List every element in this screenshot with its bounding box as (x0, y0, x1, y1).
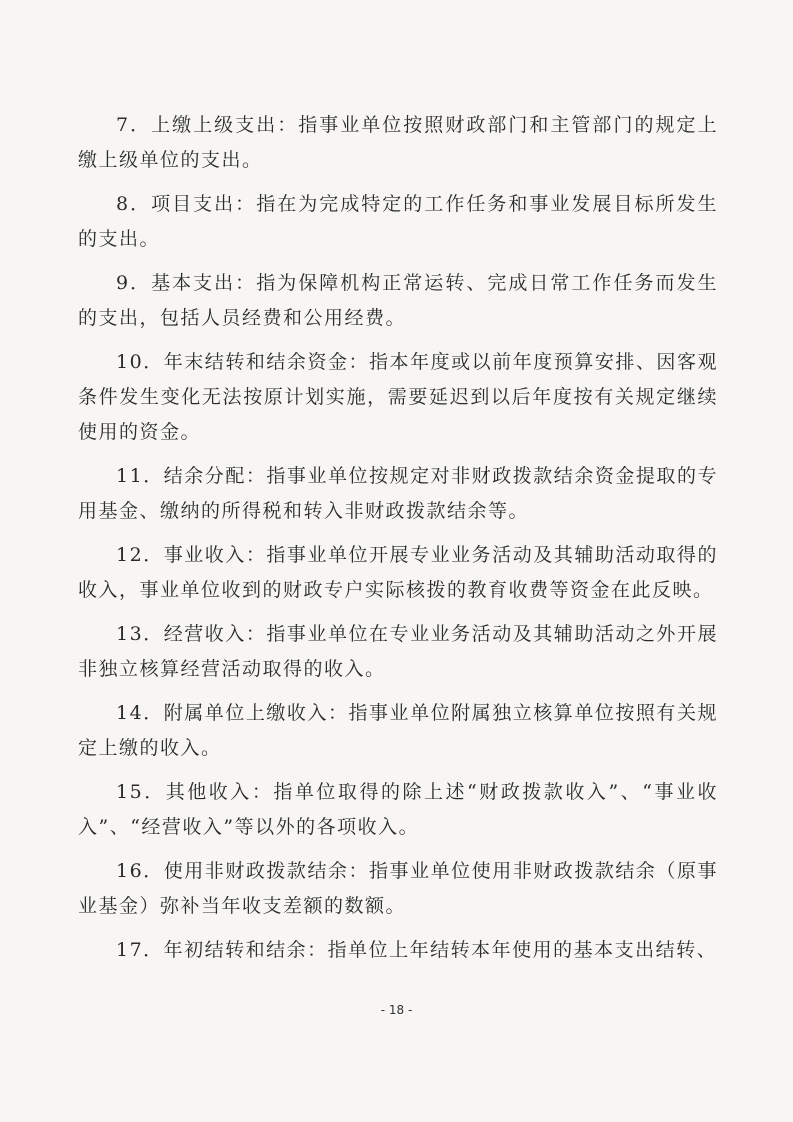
paragraph-15: 15．其他收入：指单位取得的除上述“财政拨款收入”、“事业收入”、“经营收入”等以外的各项收入。 (78, 781, 718, 838)
document-body (78, 108, 718, 977)
paragraph-10: 10．年末结转和结余资金：指本年度或以前年度预算安排、因客观条件发生变化无法按原计划实施，需要延迟到以后年度按有关规定继续使用的资金。 (78, 351, 718, 443)
page-number: - 18 - (380, 1003, 413, 1017)
paragraph-13: 13．经营收入：指事业单位在专业业务活动及其辅助活动之外开展非独立核算经营活动取得的收入。 (78, 623, 718, 680)
paragraph-12: 12．事业收入：指事业单位开展专业业务活动及其辅助活动取得的收入，事业单位收到的财政专户实际核拨的教育收费等资金在此反映。 (78, 544, 718, 601)
paragraph-7: 7．上缴上级支出：指事业单位按照财政部门和主管部门的规定上缴上级单位的支出。 (78, 114, 718, 171)
paragraph-14: 14．附属单位上缴收入：指事业单位附属独立核算单位按照有关规定上缴的收入。 (78, 702, 718, 759)
paragraph-9: 9．基本支出：指为保障机构正常运转、完成日常工作任务而发生的支出，包括人员经费和公用经费。 (78, 272, 718, 329)
paragraph-17: 17．年初结转和结余：指单位上年结转本年使用的基本支出结转、 (116, 939, 718, 961)
paragraph-8: 8．项目支出：指在为完成特定的工作任务和事业发展目标所发生的支出。 (78, 193, 718, 250)
paragraph-16: 16．使用非财政拨款结余：指事业单位使用非财政拨款结余（原事业基金）弥补当年收支差额的数额。 (78, 860, 718, 917)
paragraph-11: 11．结余分配：指事业单位按规定对非财政拨款结余资金提取的专用基金、缴纳的所得税和转入非财政拨款结余等。 (78, 465, 718, 522)
